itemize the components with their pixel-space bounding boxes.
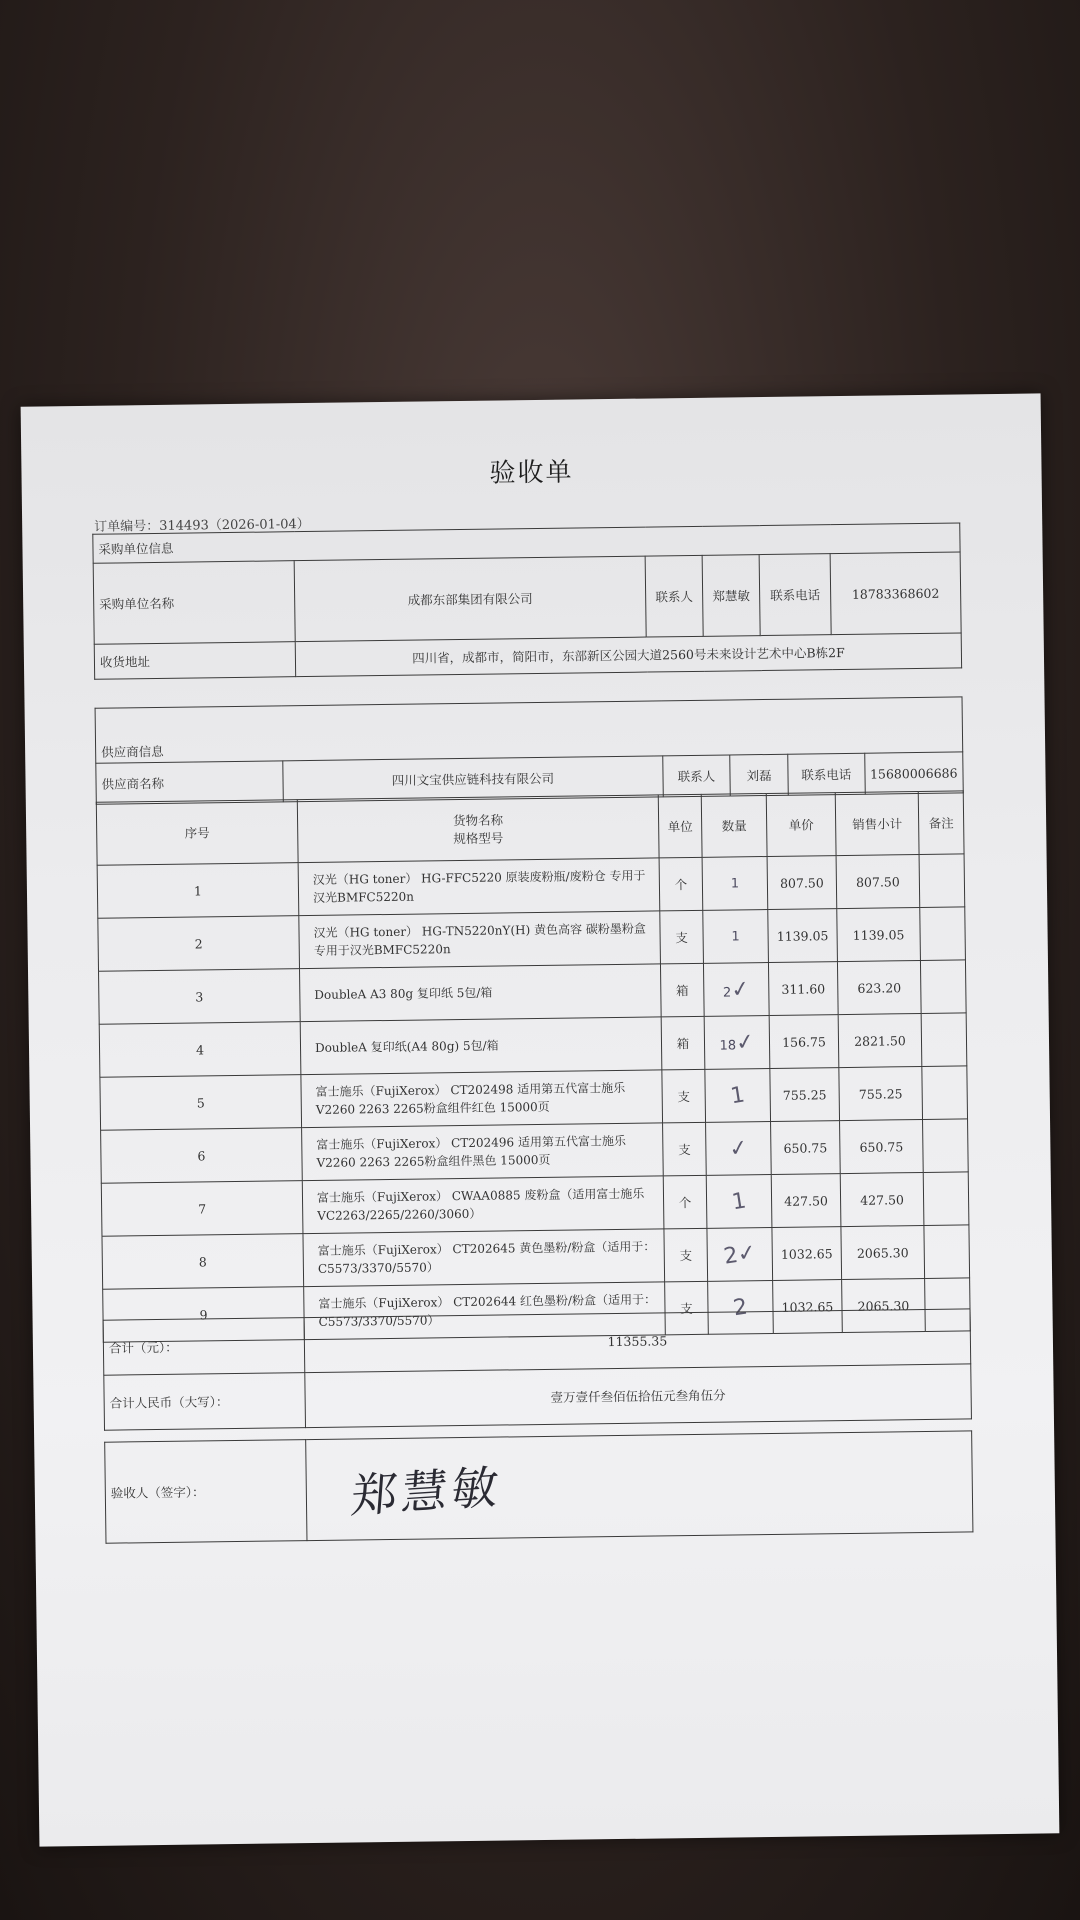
- item-remark: [923, 1172, 969, 1226]
- header-name-line1: 货物名称: [452, 812, 504, 829]
- item-seq: 9: [103, 1287, 305, 1343]
- item-seq: 7: [101, 1181, 303, 1237]
- item-price: 807.50: [767, 856, 837, 910]
- rmb-amount: 壹万壹仟叁佰伍拾伍元叁角伍分: [305, 1364, 972, 1428]
- item-seq: 6: [101, 1128, 303, 1184]
- item-qty: [703, 910, 769, 964]
- item-unit: 支: [665, 1281, 709, 1335]
- qty-value: 1: [730, 876, 740, 892]
- supplier-section-label: 供应商信息: [95, 697, 963, 763]
- checkmark-icon: 1: [728, 1081, 747, 1109]
- item-subtotal: 650.75: [840, 1119, 924, 1173]
- item-seq: 2: [98, 916, 300, 972]
- item-unit: 支: [660, 910, 704, 964]
- header-seq: 序号: [96, 800, 298, 866]
- checkmark-icon: 2: [731, 1293, 750, 1321]
- buyer-name-label: 采购单位名称: [93, 561, 295, 645]
- buyer-contact-label: 联系人: [645, 555, 703, 637]
- item-name: 富士施乐（FujiXerox） CT202644 红色墨粉/粉盒（适用于：C5573/3370/5570）: [304, 1282, 666, 1340]
- checkmark-icon: ✓: [734, 1028, 757, 1057]
- item-rows: [97, 854, 970, 1342]
- item-name: 富士施乐（FujiXerox） CT202498 适用第五代富士施乐V2260 2263 2265粉盒组件红色 15000页: [301, 1070, 663, 1128]
- item-remark: [919, 854, 965, 908]
- item-remark: [920, 960, 966, 1014]
- document-sheet: [21, 393, 1060, 1846]
- item-subtotal: 755.25: [839, 1066, 923, 1120]
- item-seq: 3: [99, 969, 301, 1025]
- item-name: DoubleA 复印纸(A4 80g) 5包/箱: [300, 1017, 662, 1075]
- item-subtotal: 2065.30: [841, 1225, 925, 1279]
- buyer-contact: 郑慧敏: [702, 555, 760, 637]
- document-title: 验收单: [489, 457, 574, 489]
- item-price: 1032.65: [773, 1280, 843, 1334]
- signer-label: 验收人（签字）：: [105, 1440, 307, 1544]
- item-qty: [706, 1174, 772, 1228]
- item-unit: 箱: [660, 963, 704, 1017]
- checkmark-icon: ✓: [727, 1134, 750, 1163]
- item-price: 156.75: [769, 1015, 839, 1069]
- delivery-address: 四川省，成都市，简阳市，东部新区公园大道2560号未来设计艺术中心B栋2F: [295, 633, 961, 677]
- signature-cell: [306, 1431, 973, 1541]
- item-qty: [703, 962, 769, 1016]
- item-name: 富士施乐（FujiXerox） CWAA0885 废粉盒（适用富士施乐VC2263/2265/2260/3060）: [302, 1176, 664, 1234]
- header-name-line2: 规格型号: [453, 830, 504, 847]
- item-remark: [922, 1066, 968, 1120]
- item-remark: [920, 907, 966, 961]
- item-seq: 8: [102, 1234, 304, 1290]
- item-unit: 箱: [661, 1016, 705, 1070]
- address-label: 收货地址: [94, 642, 295, 680]
- order-number: 订单编号：314493（2026-01-04）: [94, 516, 310, 535]
- item-remark: [921, 1013, 967, 1067]
- item-qty: [702, 857, 768, 911]
- rmb-label: 合计人民币（大写）：: [104, 1373, 306, 1431]
- total-amount: 11355.35: [304, 1309, 971, 1373]
- item-price: 650.75: [771, 1121, 841, 1175]
- item-price: 1032.65: [772, 1227, 842, 1281]
- item-name: 汉光（HG toner） HG-TN5220nY(H) 黄色高容 碳粉墨粉盒专用于汉光BMFC5220n: [299, 911, 661, 969]
- header-price: 单价: [766, 793, 836, 857]
- buyer-info-table: [92, 522, 962, 679]
- item-unit: 个: [663, 1175, 707, 1229]
- item-name: 汉光（HG toner） HG-FFC5220 原装废粉瓶/废粉仓 专用于汉光BMFC5220n: [298, 858, 660, 916]
- item-subtotal: 807.50: [836, 855, 920, 909]
- item-seq: 1: [97, 863, 299, 919]
- qty-value: 2: [722, 984, 732, 1001]
- supplier-info-table: [95, 696, 964, 804]
- item-subtotal: 427.50: [840, 1172, 924, 1226]
- item-subtotal: 1139.05: [837, 908, 921, 962]
- item-qty: [705, 1068, 771, 1122]
- item-subtotal: 2065.30: [842, 1278, 926, 1332]
- item-qty: [706, 1121, 772, 1175]
- buyer-section-label: 采购单位信息: [93, 523, 960, 563]
- item-remark: [923, 1119, 969, 1173]
- header-subtotal: 销售小计: [835, 792, 919, 856]
- item-name: 富士施乐（FujiXerox） CT202645 黄色墨粉/粉盒（适用于：C5573/3370/5570）: [303, 1229, 665, 1287]
- header-unit: 单位: [658, 794, 702, 858]
- header-remark: 备注: [918, 791, 964, 855]
- checkmark-icon: 1: [730, 1187, 748, 1215]
- checkmark-icon: 2✓: [721, 1239, 758, 1270]
- item-name: DoubleA A3 80g 复印纸 5包/箱: [299, 964, 661, 1022]
- item-price: 311.60: [768, 962, 838, 1016]
- item-qty: [704, 1015, 770, 1069]
- item-subtotal: 2821.50: [838, 1014, 922, 1068]
- supplier-name: 四川文宝供应链科技有限公司: [283, 756, 664, 802]
- qty-value: 1: [731, 929, 740, 945]
- supplier-phone-label: 联系电话: [788, 753, 865, 795]
- header-name: [297, 795, 659, 863]
- buyer-phone-label: 联系电话: [759, 554, 831, 636]
- item-seq: 4: [99, 1022, 301, 1078]
- totals-table: [103, 1308, 972, 1430]
- item-unit: 支: [663, 1122, 707, 1176]
- item-seq: 5: [100, 1075, 302, 1131]
- item-remark: [924, 1225, 970, 1279]
- items-table: [96, 790, 971, 1342]
- item-price: 755.25: [770, 1068, 840, 1122]
- item-price: 427.50: [771, 1174, 841, 1228]
- item-unit: 支: [664, 1228, 708, 1282]
- buyer-phone: 18783368602: [830, 552, 961, 635]
- item-unit: 个: [659, 857, 703, 911]
- total-label: 合计（元）：: [103, 1318, 305, 1376]
- header-qty: 数量: [701, 794, 767, 858]
- checkmark-icon: ✓: [729, 975, 752, 1004]
- qty-value: 18: [719, 1037, 737, 1054]
- item-subtotal: 623.20: [837, 961, 921, 1015]
- item-unit: 支: [662, 1069, 706, 1123]
- handwritten-signature: 郑慧敏: [349, 1459, 505, 1524]
- item-price: 1139.05: [768, 909, 838, 963]
- item-name: 富士施乐（FujiXerox） CT202496 适用第五代富士施乐V2260 2263 2265粉盒组件黑色 15000页: [302, 1123, 664, 1181]
- signature-table: [104, 1430, 973, 1543]
- supplier-contact: 刘磊: [730, 754, 789, 796]
- buyer-name: 成都东部集团有限公司: [294, 556, 646, 642]
- supplier-phone: 15680006686: [864, 752, 963, 794]
- item-qty: [707, 1227, 773, 1281]
- supplier-contact-label: 联系人: [663, 755, 731, 797]
- supplier-name-label: 供应商名称: [96, 761, 283, 804]
